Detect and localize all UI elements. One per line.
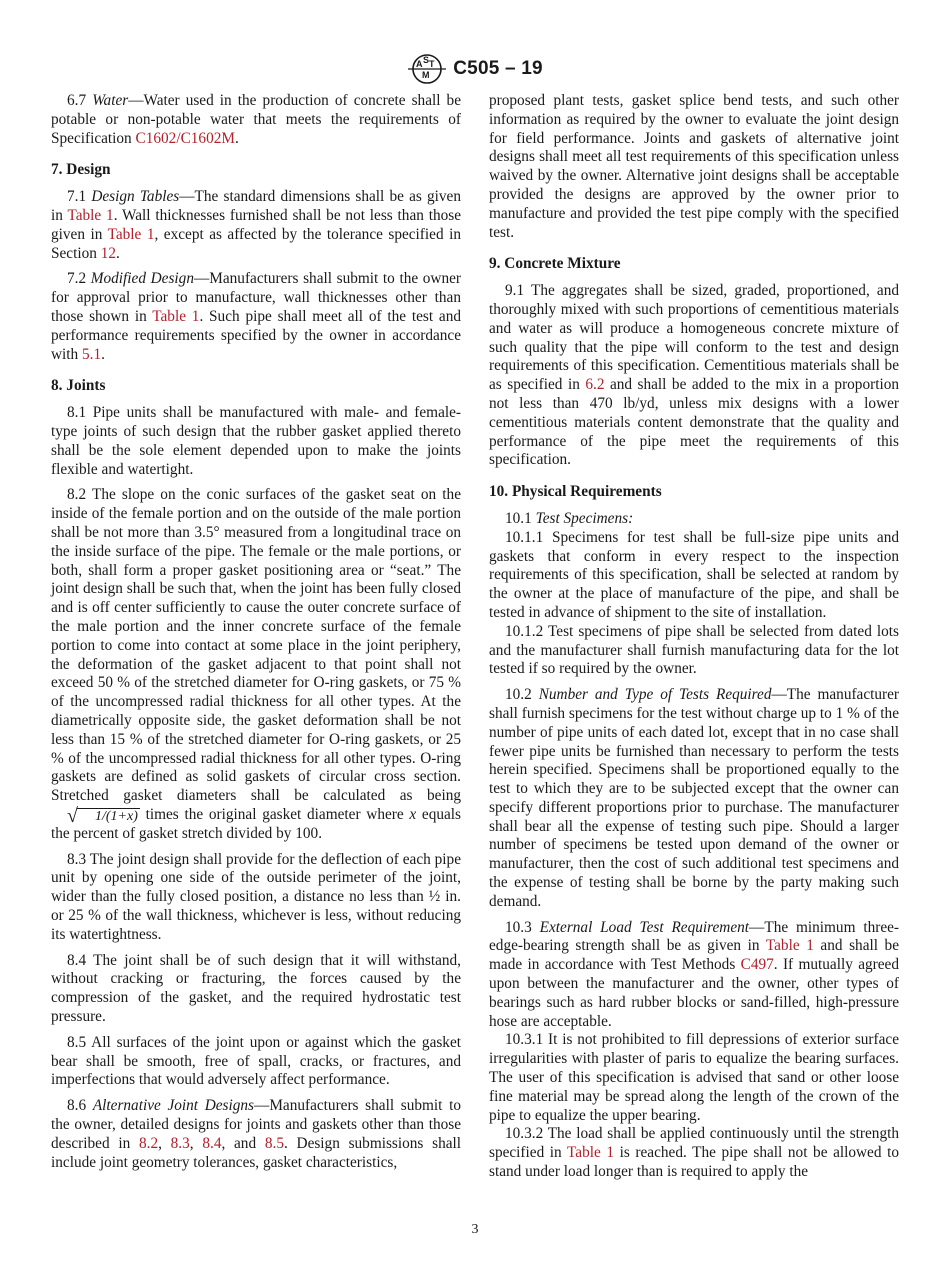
section-7-2: 7.2 Modified Design—Manufacturers shall submit to the owner for approval prior to manufacture, wall thicknesses other than those shown in Table 1. Such pipe shall meet all of the test and performance requirements specified by the owner in accordance with 5.1.: [51, 270, 461, 363]
ref-link-5-1[interactable]: 5.1: [82, 345, 102, 363]
section-7-1: 7.1 Design Tables—The standard dimensions shall be as given in Table 1. Wall thicknesses furnished shall be not less than those given in Table 1, except as affected by the tolerance specified in Section 12.: [51, 188, 461, 262]
ref-link-8-2[interactable]: 8.2: [138, 1134, 159, 1152]
ref-link-c1602[interactable]: C1602/C1602M: [135, 129, 235, 147]
section-10-1-2: 10.1.2 Test specimens of pipe shall be selected from dated lots and the manufacturer shall furnish manufacturing data for the lot tested if so required by the owner.: [489, 622, 899, 678]
page-number: 3: [471, 1222, 479, 1237]
svg-text:M: M: [422, 70, 430, 80]
ref-link-8-3[interactable]: 8.3: [170, 1134, 190, 1152]
section-6-7: 6.7 Water—Water used in the production of concrete shall be potable or non-potable water that meets the requirements of Specification C1602/C1602M.: [51, 92, 461, 147]
svg-text:A: A: [416, 59, 423, 69]
section-10-1: 10.1 Test Specimens:: [505, 509, 634, 527]
section-8-6-continued: proposed plant tests, gasket splice bend tests, and such other information as required by the owner to evaluate the joint design for field performance. Joints and gaskets of alternative joint designs shall meet all test requirements of this specification unless waived by the owner. Alternative joint designs shall be acceptable provided the designs are approved by the owner prior to manufacture and provided the test pipe comply with the specified test.: [489, 92, 899, 241]
ref-link-section-12[interactable]: 12: [100, 244, 117, 262]
section-8-6: 8.6 Alternative Joint Designs—Manufacturers shall submit to the owner, detailed designs for joints and gaskets other than those described in 8.2, 8.3, 8.4, and 8.5. Design submissions shall include joint geometry tolerances, gasket characteristics,: [51, 1097, 462, 1171]
section-8-5: 8.5 All surfaces of the joint upon or against which the gasket bear shall be smooth, free of spall, cracks, or fractures, and imperfections that would adversely affect performance.: [51, 1033, 461, 1089]
section-8-2: 8.2 The slope on the conic surfaces of the gasket seat on the inside of the female portion and on the outside of the male portion shall be not more than 3.5° measured from a longitudinal trace on the inside surface of the pipe. The female or the male portions, or both, shall form a proper gasket positioning area or “seat.” The joint design shall be such that, when the joint has been fully closed and is off center sufficiently to cause the outer concrete surface of the male portion and the inner concrete surface of the female portion to come into contact at some place in the joint periphery, the deformation of the gasket adjacent to that point shall not exceed 50 % of the stretched diameter for O-ring gaskets, or 75 % of the uncompressed radial thickness for all other types. At the diametrically opposite side, the gasket deformation shall be not less than 15 % of the stretched diameter for O-ring gaskets, or 25 % of the uncompressed radial thickness for all other types. O-ring gaskets are defined as solid gaskets of circular cross section. Stretched gasket diameters shall be calculated as being √ 1/(1+x) times the original gasket diameter where x equals the percent of gasket stretch divided by 100.: [51, 486, 462, 842]
svg-text:T: T: [429, 59, 435, 69]
ref-link-8-4[interactable]: 8.4: [202, 1134, 222, 1152]
heading-10-physical-requirements: 10. Physical Requirements: [489, 483, 662, 501]
ref-link-6-2[interactable]: 6.2: [585, 376, 605, 394]
ref-link-table-1[interactable]: Table 1: [152, 307, 200, 325]
astm-logo-icon: [407, 52, 447, 86]
section-8-4: 8.4 The joint shall be of such design that it will withstand, without cracking or fracturing, the forces caused by the compression of the gasket, and the required hydrostatic test pressure.: [51, 951, 461, 1026]
section-10-3: 10.3 External Load Test Requirement—The minimum three-edge-bearing strength shall be as given in Table 1 and shall be made in accordance with Test Methods C497. If mutually agreed upon between the manufacturer and the owner, other types of bearings such as hard rubber blocks or sand-filled, high-pressure hose are acceptable.: [489, 918, 900, 1030]
heading-9-concrete-mixture: 9. Concrete Mixture: [489, 255, 621, 273]
section-8-1: 8.1 Pipe units shall be manufactured with male- and female-type joints of such design that the rubber gasket applied thereto shall be the sole element depended upon to make the joints flexible and watertight.: [51, 404, 461, 478]
left-column: [51, 92, 461, 1172]
page-header: [0, 52, 950, 86]
ref-link-table-1[interactable]: Table 1: [765, 937, 814, 955]
ref-link-table-1[interactable]: Table 1: [67, 206, 114, 224]
right-column: [489, 92, 899, 1182]
ref-link-c497[interactable]: C497: [740, 956, 774, 974]
section-8-3: 8.3 The joint design shall provide for the deflection of each pipe unit by opening one side of the outside perimeter of the joint, wider than the fully closed position, a distance no less than ½ in. or 25 % of the wall thickness, whichever is less, without reducing its watertightness.: [51, 850, 461, 943]
heading-8-joints: 8. Joints: [51, 377, 106, 395]
section-10-3-2: 10.3.2 The load shall be applied continuously until the strength specified in Table 1 is reached. The pipe shall not be allowed to stand under load longer than is required to apply the: [489, 1125, 899, 1181]
ref-link-table-1[interactable]: Table 1: [567, 1144, 615, 1162]
section-10-2: 10.2 Number and Type of Tests Required—The manufacturer shall furnish specimens for the test without charge up to 1 % of the number of pipe units of each dated lot, except that in no case shall fewer pipe units be furnished than necessary to perform the tests herein specified. Specimens shall be proportioned equally to the test to which they are to be subjected except that the owner can specify different proportions prior to purchase. The manufacturer shall bear all the expense of testing such pipe. Should a larger number of specimens be tested upon demand of the owner or manufacturer, then the cost of such additional test specimens and the expense of testing shall be borne by the party making such demand.: [489, 686, 900, 910]
section-10-3-1: 10.3.1 It is not prohibited to fill depressions of exterior surface irregularities with plaster of paris to equalize the bearing surfaces. The user of this specification is advised that sand or other loose fine material may be spread along the length of the crown of the pipe to equalize the upper bearing.: [489, 1031, 899, 1124]
heading-7-design: 7. Design: [51, 161, 111, 179]
section-9-1: 9.1 The aggregates shall be sized, graded, proportioned, and thoroughly mixed with such proportions of cementitious materials and water as will produce a homogeneous concrete mixture of such quality that the pipe will conform to the test and design requirements of this specification. Cementitious materials shall be as specified in 6.2 and shall be added to the mix in a proportion not less than 470 lb/yd, unless mix designs with a lower cementitious materials content demonstrate that the quality and performance of the pipe meet the requirements of this specification.: [489, 282, 899, 469]
sqrt-formula: √ 1/(1+x): [67, 804, 138, 827]
ref-link-table-1[interactable]: Table 1: [107, 225, 155, 243]
section-10-1-1: 10.1.1 Specimens for test shall be full-size pipe units and gaskets that conform in every respect to the inspection requirements of this specification, shall be selected at random by the owner at the place of manufacture of the pipe, and shall be tested in advance of shipment to the site of installation.: [489, 528, 899, 621]
svg-text:S: S: [423, 55, 430, 65]
document-id: C505 – 19: [453, 58, 543, 79]
ref-link-8-5[interactable]: 8.5: [264, 1134, 284, 1152]
